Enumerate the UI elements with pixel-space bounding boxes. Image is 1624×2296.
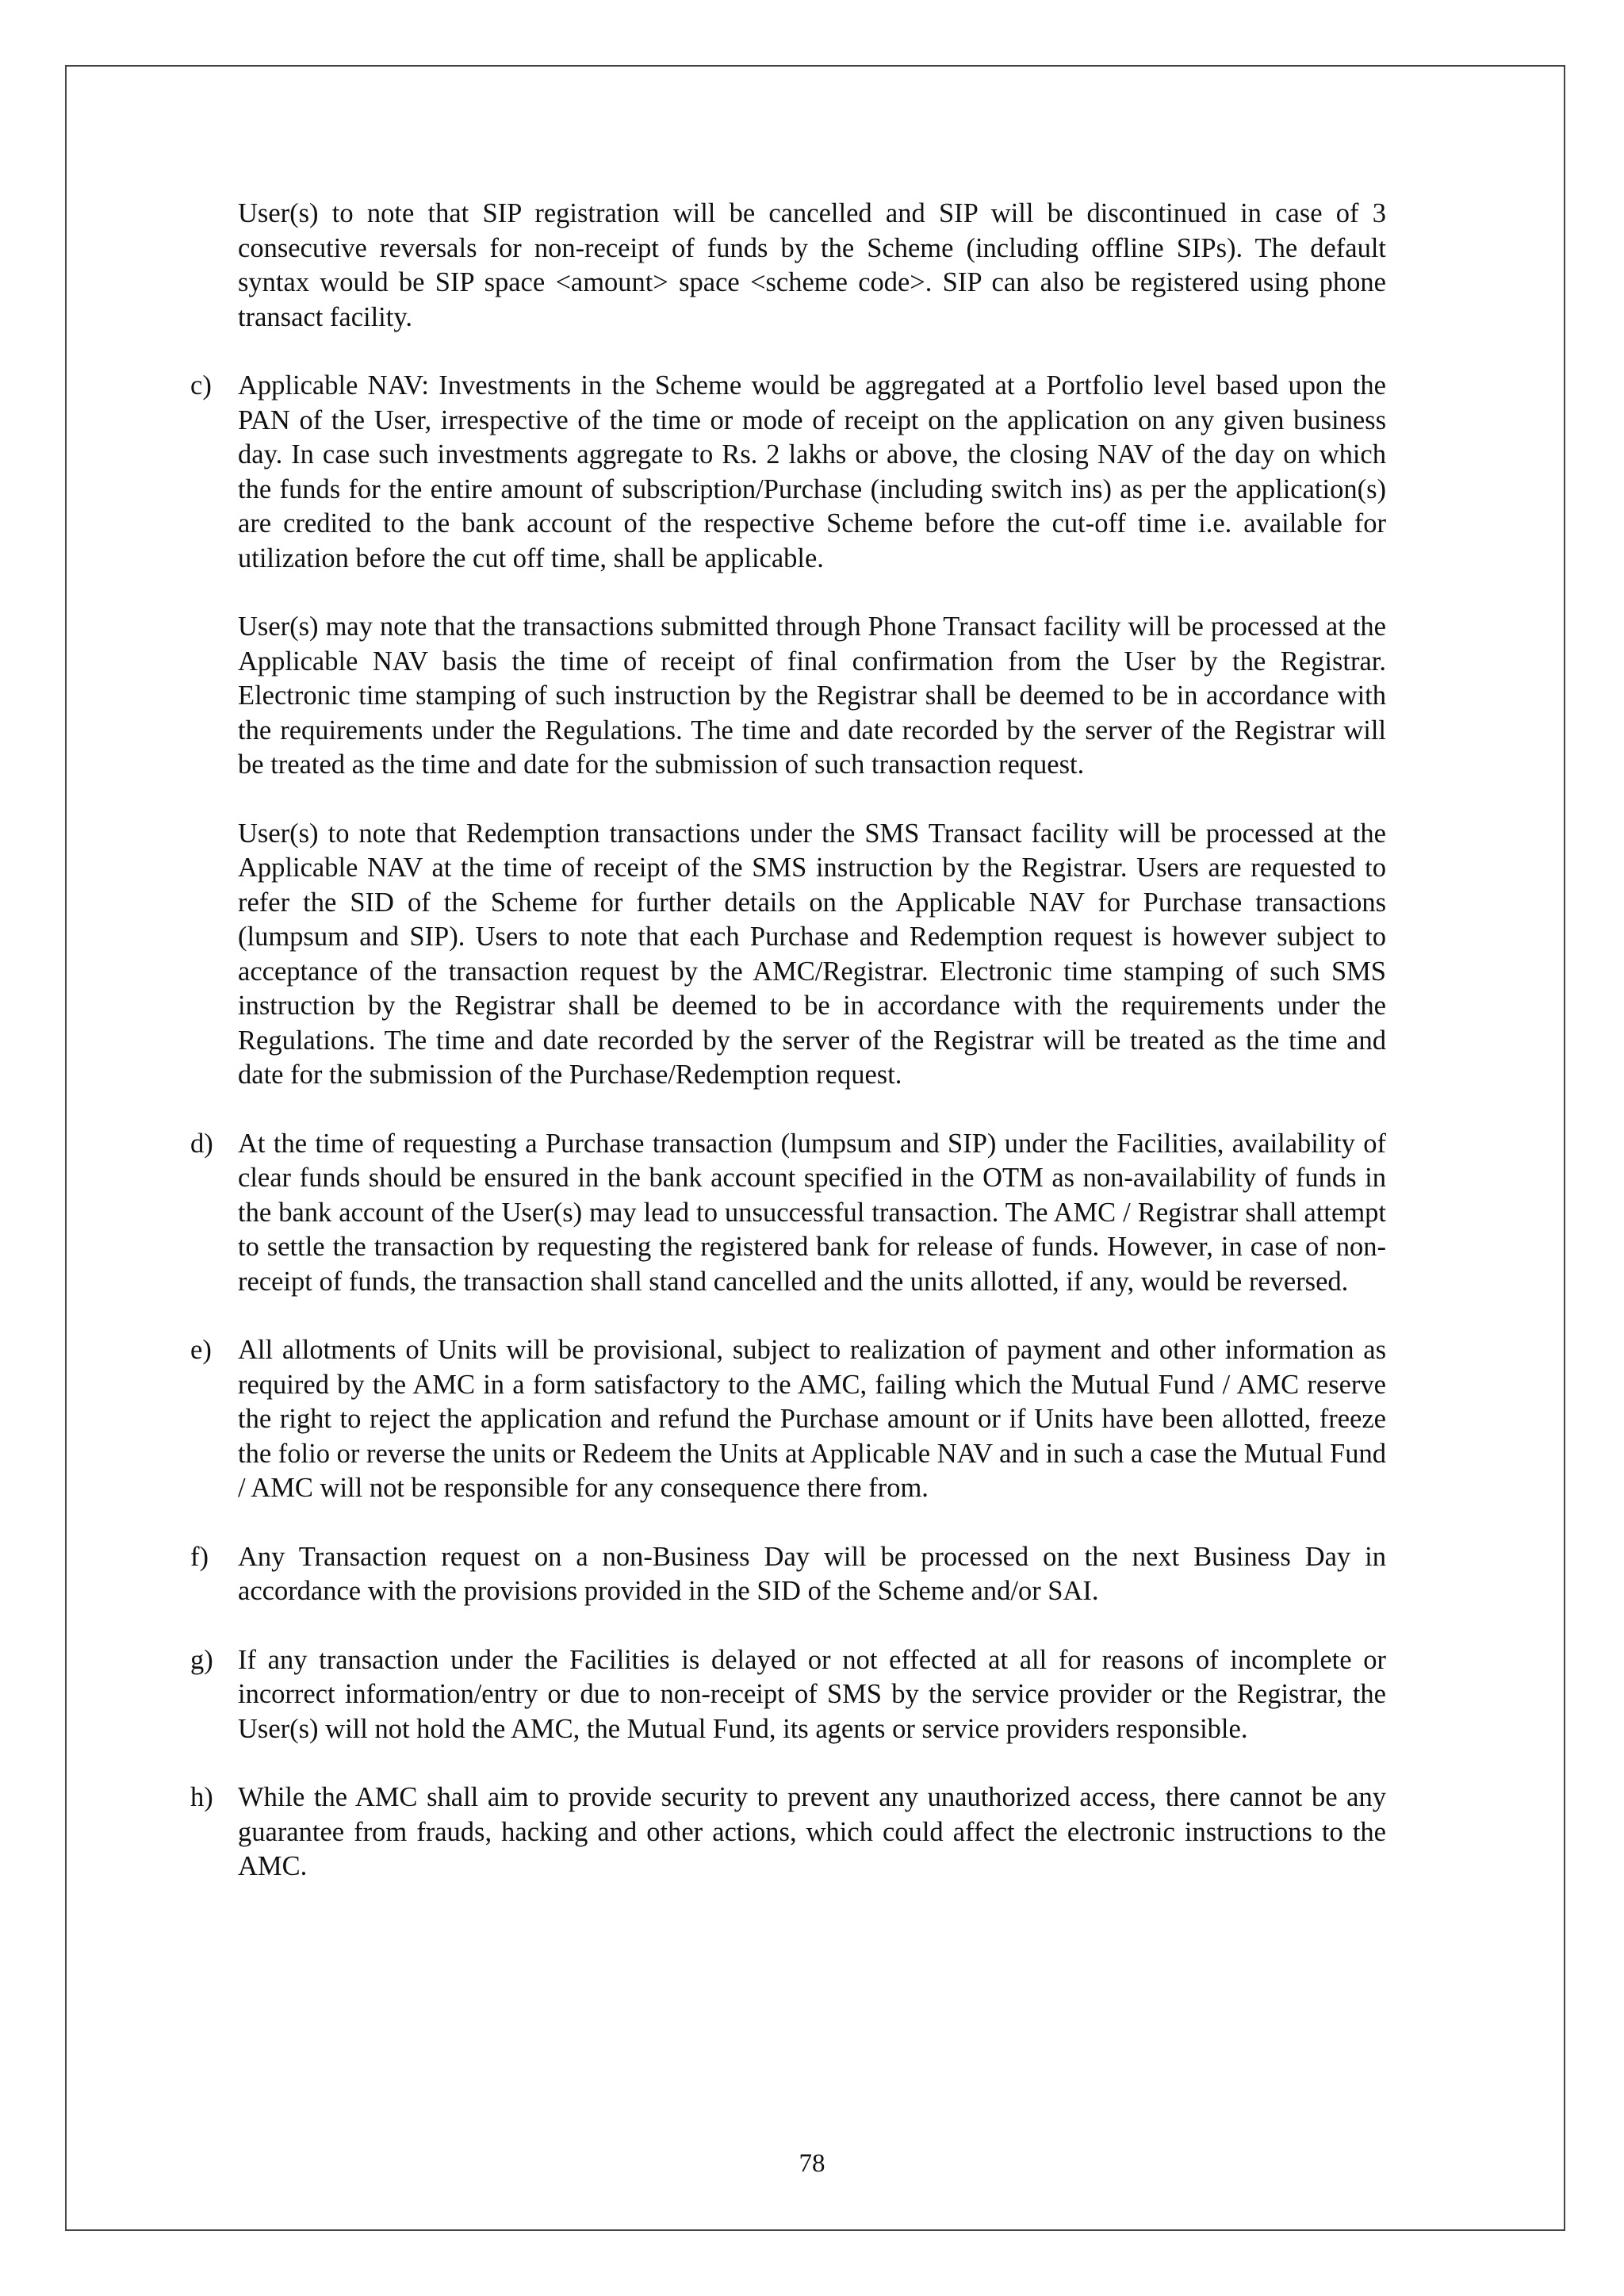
list-item-paragraph: At the time of requesting a Purchase transaction (lumpsum and SIP) under the Facilities, availability of clear funds should be ensured in the bank account specified in the OTM as non-availability of funds in the bank account of the User(s) may lead to unsuccessful transaction. The AMC / Registrar shall attempt to settle the transaction by requesting the registered bank for release of funds. However, in case of non-receipt of funds, the transaction shall stand cancelled and the units allotted, if any, would be reversed.	[238, 1128, 1386, 1297]
list-item-e	[190, 1333, 1386, 1506]
list-item-label: e)	[190, 1335, 212, 1365]
list-item-paragraph: All allotments of Units will be provisional, subject to realization of payment and other information as required by the AMC in a form satisfactory to the AMC, failing which the Mutual Fund / AMC reserve the right to reject the application and refund the Purchase amount or if Units have been allotted, freeze the folio or reverse the units or Redeem the Units at Applicable NAV and in such a case the Mutual Fund / AMC will not be responsible for any consequence there from.	[238, 1335, 1386, 1503]
list-item-body	[238, 1643, 1386, 1747]
list-item-body	[238, 1780, 1386, 1884]
list-item-paragraph: Any Transaction request on a non-Business Day will be processed on the next Business Day in accordance with the provisions provided in the SID of the Scheme and/or SAI.	[238, 1541, 1386, 1606]
list-item-paragraph: User(s) may note that the transactions submitted through Phone Transact facility will be processed at the Applicable NAV basis the time of receipt of final confirmation from the User by the Registrar. Electronic time stamping of such instruction by the Registrar shall be deemed to be in accordance with the requirements under the Regulations. The time and date recorded by the server of the Registrar will be treated as the time and date for the submission of such transaction request.	[238, 611, 1386, 780]
list-item-c	[190, 369, 1386, 1093]
list-item-label: c)	[190, 370, 212, 401]
list-item-d	[190, 1127, 1386, 1300]
list-item-g	[190, 1643, 1386, 1747]
page-number: 78	[799, 2149, 825, 2178]
list-item-paragraph: User(s) to note that Redemption transactions under the SMS Transact facility will be processed at the Applicable NAV at the time of receipt of the SMS instruction by the Registrar. Users are requested to refer the SID of the Scheme for further details on the Applicable NAV for Purchase transactions (lumpsum and SIP). Users to note that each Purchase and Redemption request is however subject to acceptance of the transaction request by the AMC/Registrar. Electronic time stamping of such SMS instruction by the Registrar shall be deemed to be in accordance with the requirements under the Regulations. The time and date recorded by the server of the Registrar will be treated as the time and date for the submission of the Purchase/Redemption request.	[238, 818, 1386, 1090]
list-item-label: d)	[190, 1128, 213, 1159]
list-item-body	[238, 1333, 1386, 1506]
page-content	[190, 197, 1386, 1918]
list-item-body	[238, 369, 1386, 1093]
list-item-paragraph: While the AMC shall aim to provide security to prevent any unauthorized access, there cannot be any guarantee from frauds, hacking and other actions, which could affect the electronic instructions to the AMC.	[238, 1782, 1386, 1881]
list-item-body	[238, 1127, 1386, 1300]
list-item-body	[238, 1540, 1386, 1609]
list-item-f	[190, 1540, 1386, 1609]
list-item-h	[190, 1780, 1386, 1884]
intro-paragraph: User(s) to note that SIP registration will be cancelled and SIP will be discontinued in case of 3 consecutive reversals for non-receipt of funds by the Scheme (including offline SIPs). The default syntax would be SIP space <amount> space <scheme code>. SIP can also be registered using phone transact facility.	[238, 198, 1386, 332]
list-item-label: f)	[190, 1541, 209, 1572]
list-item-paragraph: Applicable NAV: Investments in the Scheme would be aggregated at a Portfolio level based upon the PAN of the User, irrespective of the time or mode of receipt on the application on any given business day. In case such investments aggregate to Rs. 2 lakhs or above, the closing NAV of the day on which the funds for the entire amount of subscription/Purchase (including switch ins) as per the application(s) are credited to the bank account of the respective Scheme before the cut-off time i.e. available for utilization before the cut off time, shall be applicable.	[238, 370, 1386, 573]
list-item-paragraph: If any transaction under the Facilities is delayed or not effected at all for reasons of incomplete or incorrect information/entry or due to non-receipt of SMS by the service provider or the Registrar, the User(s) will not hold the AMC, the Mutual Fund, its agents or service providers responsible.	[238, 1644, 1386, 1744]
list-item-label: g)	[190, 1644, 213, 1675]
list-item-label: h)	[190, 1782, 213, 1812]
